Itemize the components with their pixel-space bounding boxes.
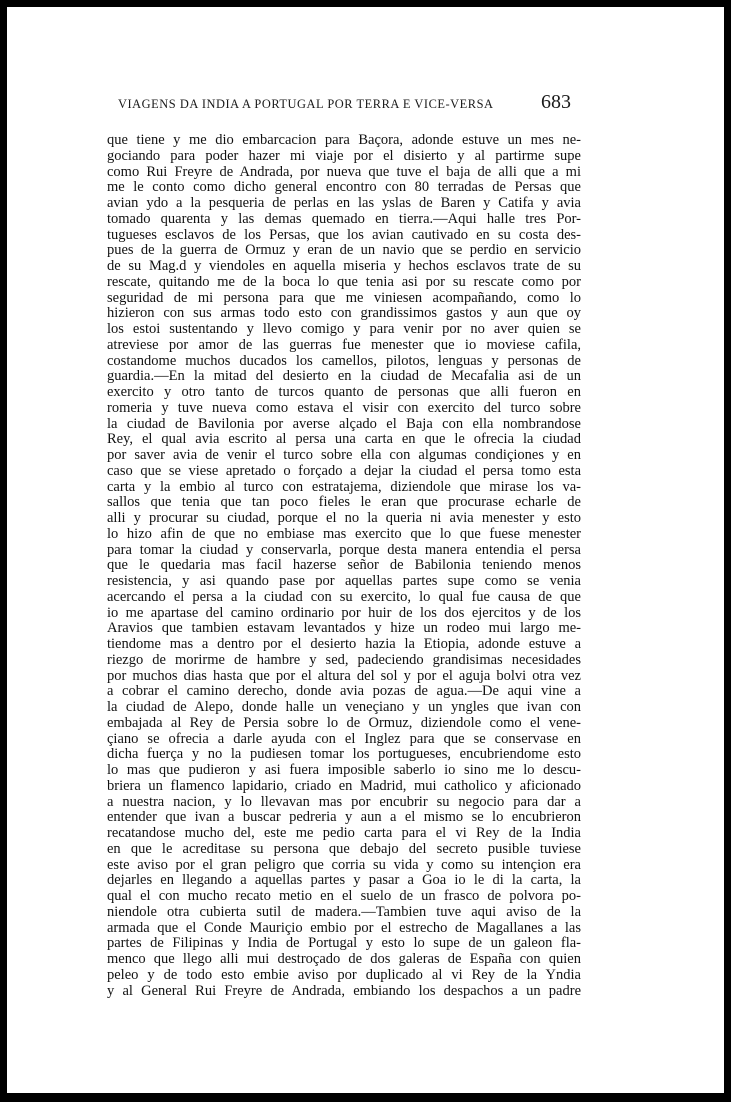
text-line: dicha fuerça y no la pudiesen tomar los portugueses, encubriendome esto	[107, 747, 581, 763]
text-line: menco que llego alli mui destroçado de dos galeras de España con quien	[107, 952, 581, 967]
text-line: recatandose mucho del, este me pedio carta para el vi Rey de la India	[107, 826, 581, 841]
text-line: lo mas que pudieron y asi fuera imposible saberlo io sino me lo descu-	[107, 763, 581, 778]
body-text	[107, 133, 581, 999]
text-line: este aviso por el gran peligro que corria su vida y como su intençion era	[107, 857, 581, 873]
text-line: para tomar la ciudad y conservarla, porque desta manera entendia el persa	[107, 542, 581, 558]
text-line: qual el con mucho recato metio en el suelo de un frasco de polvora po-	[107, 889, 581, 904]
text-line: a cobrar el camino derecho, donde avia pozas de agua.—De aqui vine a	[107, 684, 581, 700]
text-line: caso que se viese apretado o forçado a dejar la ciudad el persa tomo esta	[107, 463, 581, 479]
text-line: niendole otra cubierta sutil de madera.—Tambien tuve aqui aviso de la	[107, 904, 581, 920]
page-number: 683	[541, 91, 571, 113]
text-line: carta y la embio al turco con estratajema, diziendole que mirase los va-	[107, 479, 581, 495]
text-line: entender que ivan a buscar pedreria y aun a el mismo se lo encubrieron	[107, 810, 581, 826]
text-line: tiendome mas a dentro por el desierto hazia la Etiopia, adonde estuve a	[107, 637, 581, 652]
text-line: partes de Filipinas y India de Portugal y esto lo supe de un galeon fla-	[107, 936, 581, 952]
text-line: dejarles en llegando a aquellas partes y pasar a Goa io le di la carta, la	[107, 873, 581, 889]
text-line: peleo y de todo esto embie aviso por duplicado al vi Rey de la Yndia	[107, 967, 581, 983]
text-line: acercando el persa a la ciudad con su exercito, lo qual fue causa de que	[107, 589, 581, 605]
text-line: exercito y otro tanto de turcos quanto de personas que alli fueron en	[107, 385, 581, 400]
text-line: seguridad de mi persona para que me viniesen acompañando, como lo	[107, 290, 581, 306]
text-line: como Rui Freyre de Andrada, por nueva que tuve el baja de alli que a mi	[107, 164, 581, 180]
text-line: a nuestra nacion, y lo llevavan mas por encubrir su negocio para dar a	[107, 794, 581, 810]
text-line: por muchos dias hasta que por el altura del sol y por el aguja bolvi otra vez	[107, 668, 581, 684]
text-line: romeria y tuve nueva como estava el visir con exercito del turco sobre	[107, 400, 581, 416]
text-line: armada que el Conde Mauriçio embio por el estrecho de Magallanes a las	[107, 920, 581, 936]
text-line: riezgo de morirme de hambre y sed, padeciendo grandisimas necesidades	[107, 652, 581, 668]
text-line: por saver avia de venir el turco sobre ella con algumas condiçiones y en	[107, 448, 581, 463]
text-line: pues de la guerra de Ormuz y eran de un navio que se perdio en servicio	[107, 243, 581, 259]
text-line: gociando para poder hazer mi viaje por el disierto y al partirme supe	[107, 148, 581, 164]
text-line: hizieron con sus armas todo esto con grandissimos gastos y aun que oy	[107, 306, 581, 322]
text-line: tomado quarenta y las demas quemado en tierra.—Aqui halle tres Por-	[107, 211, 581, 227]
text-line: io me apartase del camino ordinario por huir de los dos ejercitos y de los	[107, 605, 581, 621]
text-line: lo hizo afin de que no embiase mas exercito que lo que fuese menester	[107, 526, 581, 542]
text-line: alli y procurar su ciudad, porque el no la queria ni avia menester y esto	[107, 511, 581, 526]
text-line: rescate, quitando me de la boca lo que tenia asi por su rescate como por	[107, 274, 581, 290]
text-line: la ciudad de Bavilonia por averse alçado el Baja con ella nombrandose	[107, 416, 581, 432]
text-line: çiano se ofrecia a darle ayuda con el Inglez para que se conservase en	[107, 731, 581, 747]
text-line: costandome muchos ducados los camellos, pilotos, lenguas y personas de	[107, 353, 581, 369]
text-line: y al General Rui Freyre de Andrada, embiando los despachos a un padre	[107, 983, 581, 999]
running-header	[0, 91, 731, 113]
text-line: resistencia, y asi quando pase por aquellas partes supe como se venia	[107, 574, 581, 589]
text-line: que tiene y me dio embarcacion para Baçora, adonde estuve un mes ne-	[107, 133, 581, 148]
text-line: en que le acreditase su persona que debajo del secreto pusible tuviese	[107, 841, 581, 857]
text-line: los estoi sustentando y llevo comigo y para venir por no aver quien se	[107, 322, 581, 337]
running-title: VIAGENS DA INDIA A PORTUGAL POR TERRA E VICE-VERSA	[118, 97, 494, 111]
text-line: avian ydo a la pesqueria de perlas en las yslas de Baren y Catifa y avia	[107, 196, 581, 211]
text-line: de su Mag.d y viendoles en aquella miseria y hechos esclavos trate de su	[107, 259, 581, 274]
text-line: Aravios que tambien estavam levantados y hize un rodeo mui largo me-	[107, 621, 581, 637]
text-line: embajada al Rey de Persia sobre lo de Ormuz, diziendole como el vene-	[107, 715, 581, 731]
text-line: briera un flamenco lapidario, criado en Madrid, mui catholico y aficionado	[107, 778, 581, 794]
text-line: Rey, el qual avia escrito al persa una carta en que le ofrecia la ciudad	[107, 432, 581, 448]
text-line: guardia.—En la mitad del desierto en la ciudad de Mecafalia asi de un	[107, 369, 581, 385]
text-line: tugueses esclavos de los Persas, que los avian cautivado en su costa des-	[107, 227, 581, 243]
text-line: sallos que tenia que tan poco fieles le eran que procurase echarle de	[107, 495, 581, 511]
text-line: me le conto como dicho general encontro con 80 terradas de Persas que	[107, 180, 581, 196]
text-line: la ciudad de Alepo, donde halle un veneçiano y un yngles que ivan con	[107, 700, 581, 715]
text-line: que le quedaria mas facil hazerse señor de Babilonia teniendo menos	[107, 558, 581, 574]
text-line: atreviese por amor de las guerras fue menester que io moviese cafila,	[107, 337, 581, 353]
